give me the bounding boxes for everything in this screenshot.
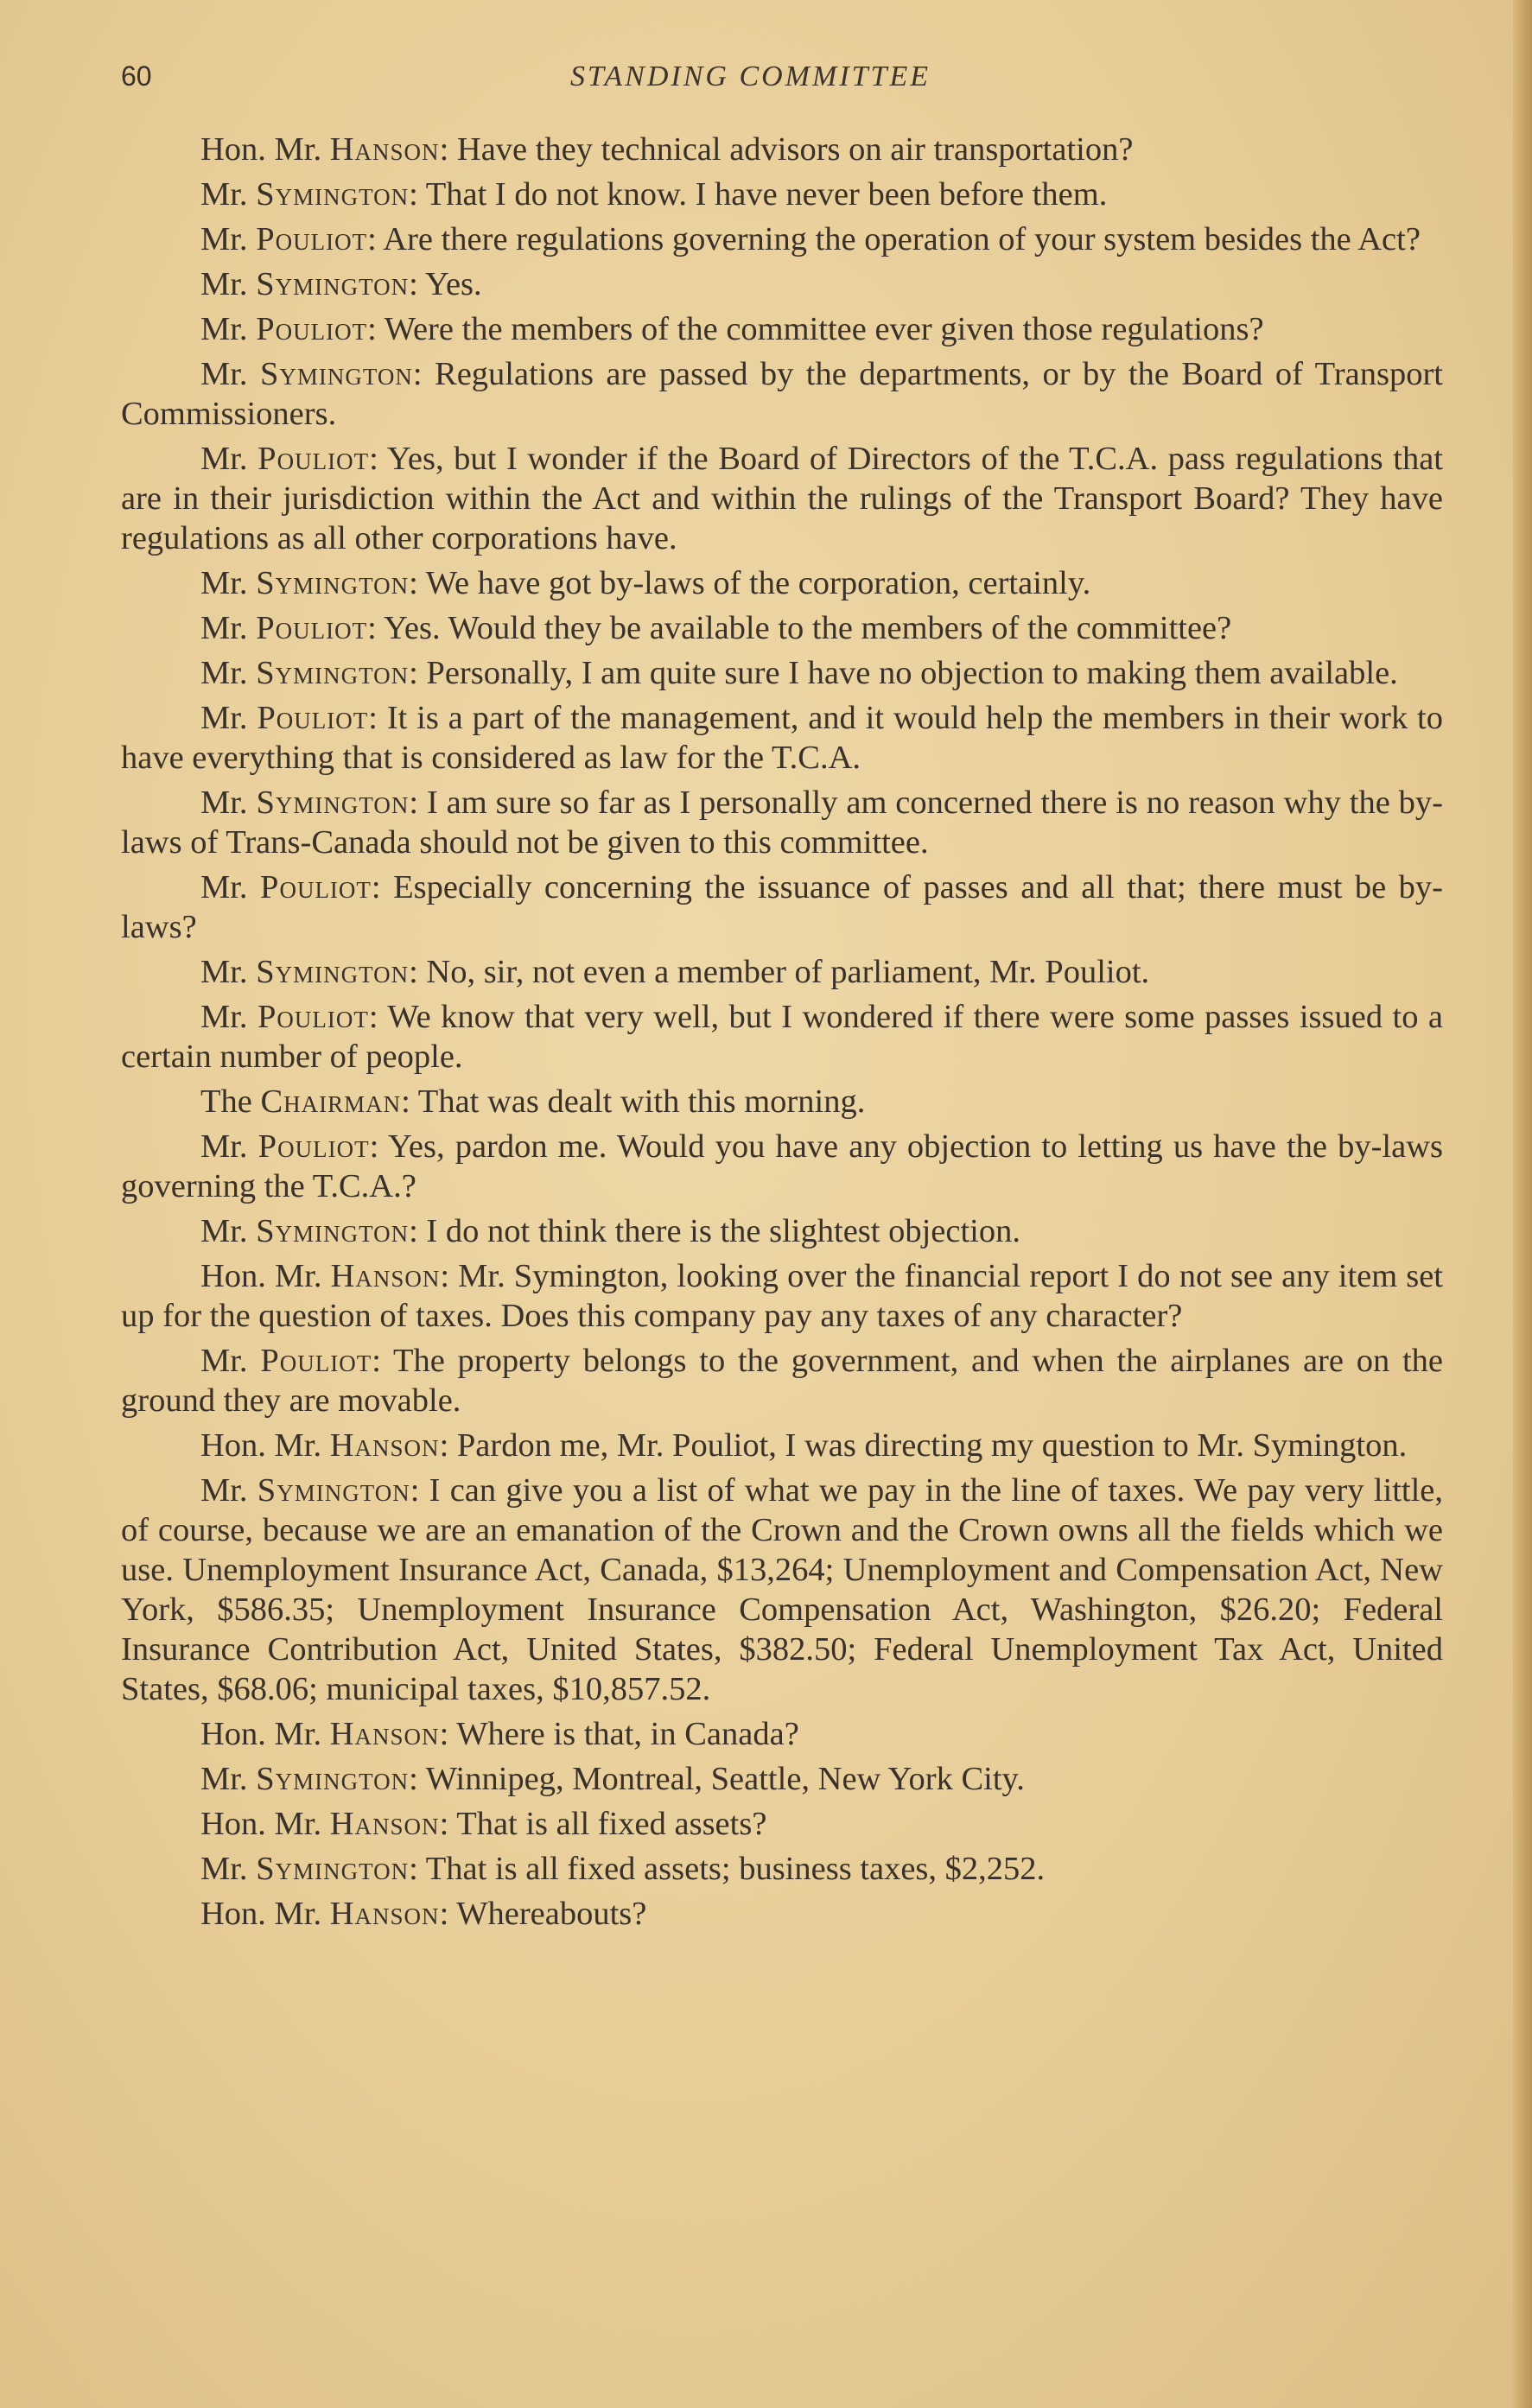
speech-text: : Especially concerning the issuance of passes and all that; there must be by-laws?: [121, 869, 1443, 945]
transcript-paragraph: [121, 1082, 1443, 1121]
speaker-name: Symington: [256, 266, 410, 302]
speaker-title: Mr.: [200, 610, 257, 646]
speech-text: : Pardon me, Mr. Pouliot, I was directing my question to Mr. Symington.: [439, 1427, 1408, 1464]
speaker-title: Mr.: [200, 1213, 257, 1249]
transcript-paragraph: [121, 439, 1443, 558]
speaker-name: Chairman: [260, 1083, 402, 1120]
transcript-paragraph: [121, 130, 1443, 169]
transcript-paragraph: [121, 1426, 1443, 1465]
transcript-paragraph: [121, 653, 1443, 693]
transcript-paragraph: [121, 354, 1443, 434]
transcript-paragraph: [121, 783, 1443, 862]
speech-text: : Mr. Symington, looking over the financial report I do not see any item set up for the question of taxes. Does this company pay any taxes of any character?: [121, 1258, 1444, 1334]
speaker-title: Mr.: [200, 999, 258, 1035]
transcript-paragraph: [121, 1714, 1443, 1754]
speaker-title: Mr.: [200, 221, 257, 257]
speech-text: : Personally, I am quite sure I have no objection to making them available.: [409, 655, 1398, 691]
speaker-title: Mr.: [200, 311, 257, 347]
transcript-paragraph: [121, 219, 1443, 259]
speaker-name: Hanson: [330, 1258, 441, 1294]
transcript-paragraph: [121, 1849, 1443, 1889]
speaker-title: The: [200, 1083, 261, 1120]
speech-text: : Were the members of the committee ever given those regulations?: [367, 311, 1264, 347]
speech-text: : It is a part of the management, and it would help the members in their work to have everything that is considered as law for the T.C.A.: [121, 700, 1443, 776]
speech-text: : That I do not know. I have never been before them.: [409, 176, 1108, 213]
speaker-title: Mr.: [200, 655, 257, 691]
transcript-paragraph: [121, 1127, 1443, 1206]
speaker-title: Mr.: [200, 356, 260, 392]
speaker-title: Mr.: [200, 954, 257, 990]
speaker-name: Symington: [256, 954, 410, 990]
speech-text: : Winnipeg, Montreal, Seattle, New York City.: [409, 1761, 1025, 1797]
transcript-paragraph: [121, 1759, 1443, 1799]
speaker-name: Pouliot: [260, 1343, 372, 1379]
speaker-title: Mr.: [200, 869, 261, 905]
speech-text: : We have got by-laws of the corporation, certainly.: [409, 565, 1091, 601]
speaker-name: Hanson: [329, 1427, 440, 1464]
speaker-title: Hon. Mr.: [200, 1258, 331, 1294]
speech-text: : Where is that, in Canada?: [439, 1716, 799, 1752]
speaker-name: Symington: [256, 1851, 410, 1887]
speaker-name: Hanson: [329, 131, 440, 168]
speaker-name: Hanson: [329, 1896, 440, 1932]
speech-text: : Yes.: [409, 266, 482, 302]
speech-text: : I can give you a list of what we pay in the line of taxes. We pay very little, of course, because we are an emanation of the Crown and the Crown owns all the fields which we use. Unemployment Insurance Act, Canada, $13,264; Unemployment and Compensation Act, New York, $586.35; Unemployment Insurance Compensation Act, Washington, $26.20; Federal Insurance Contribution Act, United States, $382.50; Federal Unemployment Tax Act, United States, $68.06; municipal taxes, $10,857.52.: [121, 1472, 1443, 1707]
speaker-name: Pouliot: [256, 311, 368, 347]
speaker-title: Mr.: [200, 176, 257, 213]
speaker-title: Hon. Mr.: [200, 1806, 330, 1842]
speech-text: : The property belongs to the government, and when the airplanes are on the ground they are movable.: [121, 1343, 1443, 1419]
speaker-title: Hon. Mr.: [200, 1896, 330, 1932]
speaker-title: Hon. Mr.: [200, 1427, 330, 1464]
transcript-paragraph: [121, 698, 1443, 778]
speech-text: : We know that very well, but I wondered if there were some passes issued to a certain number of people.: [121, 999, 1444, 1075]
speech-text: : Are there regulations governing the operation of your system besides the Act?: [367, 221, 1421, 257]
transcript-paragraph: [121, 264, 1443, 304]
speech-text: : Yes, but I wonder if the Board of Directors of the T.C.A. pass regulations that are in their jurisdiction within the Act and within the rulings of the Transport Board? They have regulations as all other corporations have.: [121, 441, 1443, 556]
speaker-title: Mr.: [200, 700, 257, 736]
speaker-name: Symington: [256, 565, 410, 601]
speaker-name: Hanson: [329, 1806, 440, 1842]
transcript-body: [121, 130, 1443, 1939]
transcript-paragraph: [121, 1211, 1443, 1251]
speech-text: : Yes. Would they be available to the members of the committee?: [367, 610, 1232, 646]
speech-text: : I am sure so far as I personally am concerned there is no reason why the by-laws of Trans-Canada should not be given to this committee.: [121, 785, 1443, 861]
speaker-title: Mr.: [200, 1851, 257, 1887]
transcript-paragraph: [121, 175, 1443, 214]
transcript-paragraph: [121, 608, 1443, 648]
speaker-name: Pouliot: [260, 869, 372, 905]
speech-text: : Yes, pardon me. Would you have any objection to letting us have the by-laws governing the T.C.A.?: [121, 1128, 1443, 1204]
speech-text: : I do not think there is the slightest objection.: [409, 1213, 1020, 1249]
speaker-name: Pouliot: [256, 221, 368, 257]
speech-text: : Regulations are passed by the departments, or by the Board of Transport Commissioners.: [121, 356, 1443, 432]
speaker-name: Symington: [259, 356, 413, 392]
transcript-paragraph: [121, 309, 1443, 349]
speaker-name: Pouliot: [257, 999, 369, 1035]
speaker-title: Mr.: [200, 1472, 257, 1509]
transcript-paragraph: [121, 1804, 1443, 1844]
speaker-title: Hon. Mr.: [200, 1716, 330, 1752]
speaker-title: Mr.: [200, 1761, 257, 1797]
speaker-title: Mr.: [200, 565, 257, 601]
speaker-name: Symington: [257, 1472, 410, 1509]
speaker-title: Mr.: [200, 441, 258, 477]
speaker-title: Mr.: [200, 1128, 258, 1165]
speaker-name: Symington: [256, 785, 410, 821]
transcript-paragraph: [121, 563, 1443, 603]
transcript-paragraph: [121, 867, 1443, 947]
speaker-name: Symington: [256, 1761, 410, 1797]
speech-text: : That is all fixed assets?: [439, 1806, 767, 1842]
transcript-paragraph: [121, 1471, 1443, 1709]
speaker-title: Hon. Mr.: [200, 131, 330, 168]
speech-text: : No, sir, not even a member of parliament, Mr. Pouliot.: [409, 954, 1150, 990]
transcript-paragraph: [121, 1341, 1443, 1420]
speaker-title: Mr.: [200, 1343, 261, 1379]
transcript-paragraph: [121, 952, 1443, 992]
speaker-name: Symington: [256, 176, 410, 213]
speech-text: : Whereabouts?: [439, 1896, 647, 1932]
speaker-name: Pouliot: [256, 610, 368, 646]
speaker-name: Symington: [256, 1213, 410, 1249]
speech-text: : That is all fixed assets; business taxes, $2,252.: [409, 1851, 1046, 1887]
transcript-paragraph: [121, 1256, 1443, 1336]
page-header: [121, 60, 1452, 112]
transcript-paragraph: [121, 1894, 1443, 1934]
speaker-title: Mr.: [200, 266, 257, 302]
speech-text: : That was dealt with this morning.: [401, 1083, 866, 1120]
speaker-name: Pouliot: [257, 700, 369, 736]
page-edge: [1513, 0, 1532, 2408]
speaker-name: Pouliot: [257, 441, 370, 477]
speaker-name: Symington: [256, 655, 410, 691]
transcript-paragraph: [121, 997, 1443, 1077]
speaker-name: Pouliot: [257, 1128, 370, 1165]
running-head: STANDING COMMITTEE: [570, 60, 931, 92]
speech-text: : Have they technical advisors on air transportation?: [439, 131, 1134, 168]
speaker-title: Mr.: [200, 785, 257, 821]
speaker-name: Hanson: [329, 1716, 440, 1752]
page-number: 60: [121, 60, 152, 92]
